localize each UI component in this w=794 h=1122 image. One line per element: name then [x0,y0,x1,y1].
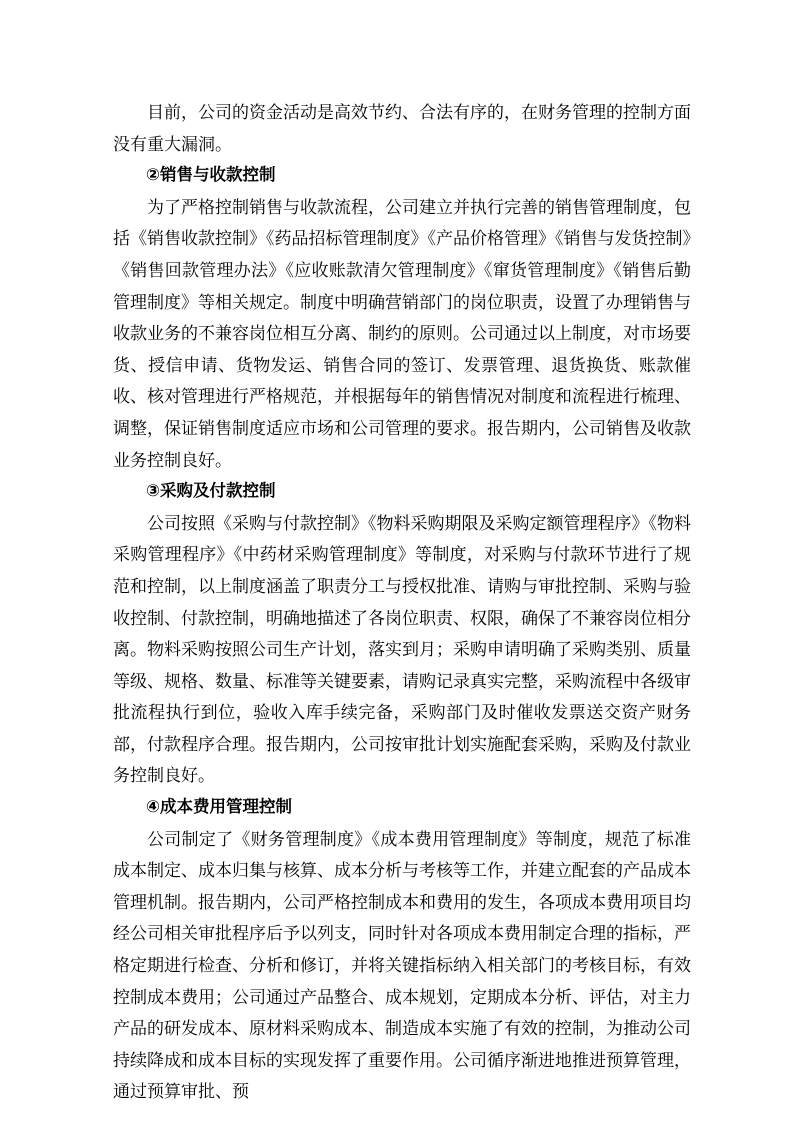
paragraph-procurement-and-payment-control: 公司按照《采购与付款控制》《物料采购期限及采购定额管理程序》《物料采购管理程序》《中药材采购管理制度》等制度，对采购与付款环节进行了规范和控制，以上制度涵盖了职责分工与授权批准、请购与审批控制、采购与验收控制、付款控制，明确地描述了各岗位职责、权限，确保了不兼容岗位相分离。物料采购按照公司生产计划，落实到月；采购申请明确了采购类别、质量等级、规格、数量、标准等关键要素，请购记录真实完整，采购流程中各级审批流程执行到位，验收入库手续完备，采购部门及时催收发票送交资产财务部，付款程序合理。报告期内，公司按审批计划实施配套采购，采购及付款业务控制良好。 [113,513,691,786]
heading-procurement-and-payment-control: ③采购及付款控制 [146,482,276,501]
paragraph-funds-activity-conclusion: 目前，公司的资金活动是高效节约、合法有序的，在财务管理的控制方面没有重大漏洞。 [113,103,691,154]
paragraph-cost-expense-management-control: 公司制定了《财务管理制度》《成本费用管理制度》等制度，规范了标准成本制定、成本归集与核算、成本分析与考核等工作，并建立配套的产品成本管理机制。报告期内，公司严格控制成本和费用的发生，各项成本费用项目均经公司相关审批程序后予以列支，同时针对各项成本费用制定合理的指标，严格定期进行检查、分析和修订，并将关键指标纳入相关部门的考核目标，有效控制成本费用；公司通过产品整合、成本规划，定期成本分析、评估，对主力产品的研发成本、原材料采购成本、制造成本实施了有效的控制，为推动公司持续降成和成本目标的实现发挥了重要作用。公司循序渐进地推进预算管理，通过预算审批、预 [113,829,691,1102]
heading-cost-expense-management-control: ④成本费用管理控制 [146,798,292,817]
document-content [113,97,691,1108]
heading-sales-and-collection-control: ②销售与收款控制 [146,166,276,185]
paragraph-sales-and-collection-control: 为了严格控制销售与收款流程，公司建立并执行完善的销售管理制度，包括《销售收款控制》《药品招标管理制度》《产品价格管理》《销售与发货控制》《销售回款管理办法》《应收账款清欠管理制度》《窜货管理制度》《销售后勤管理制度》等相关规定。制度中明确营销部门的岗位职责，设置了办理销售与收款业务的不兼容岗位相互分离、制约的原则。公司通过以上制度，对市场要货、授信申请、货物发运、销售合同的签订、发票管理、退货换货、账款催收、核对管理进行严格规范，并根据每年的销售情况对制度和流程进行梳理、调整，保证销售制度适应市场和公司管理的要求。报告期内，公司销售及收款业务控制良好。 [113,197,691,470]
